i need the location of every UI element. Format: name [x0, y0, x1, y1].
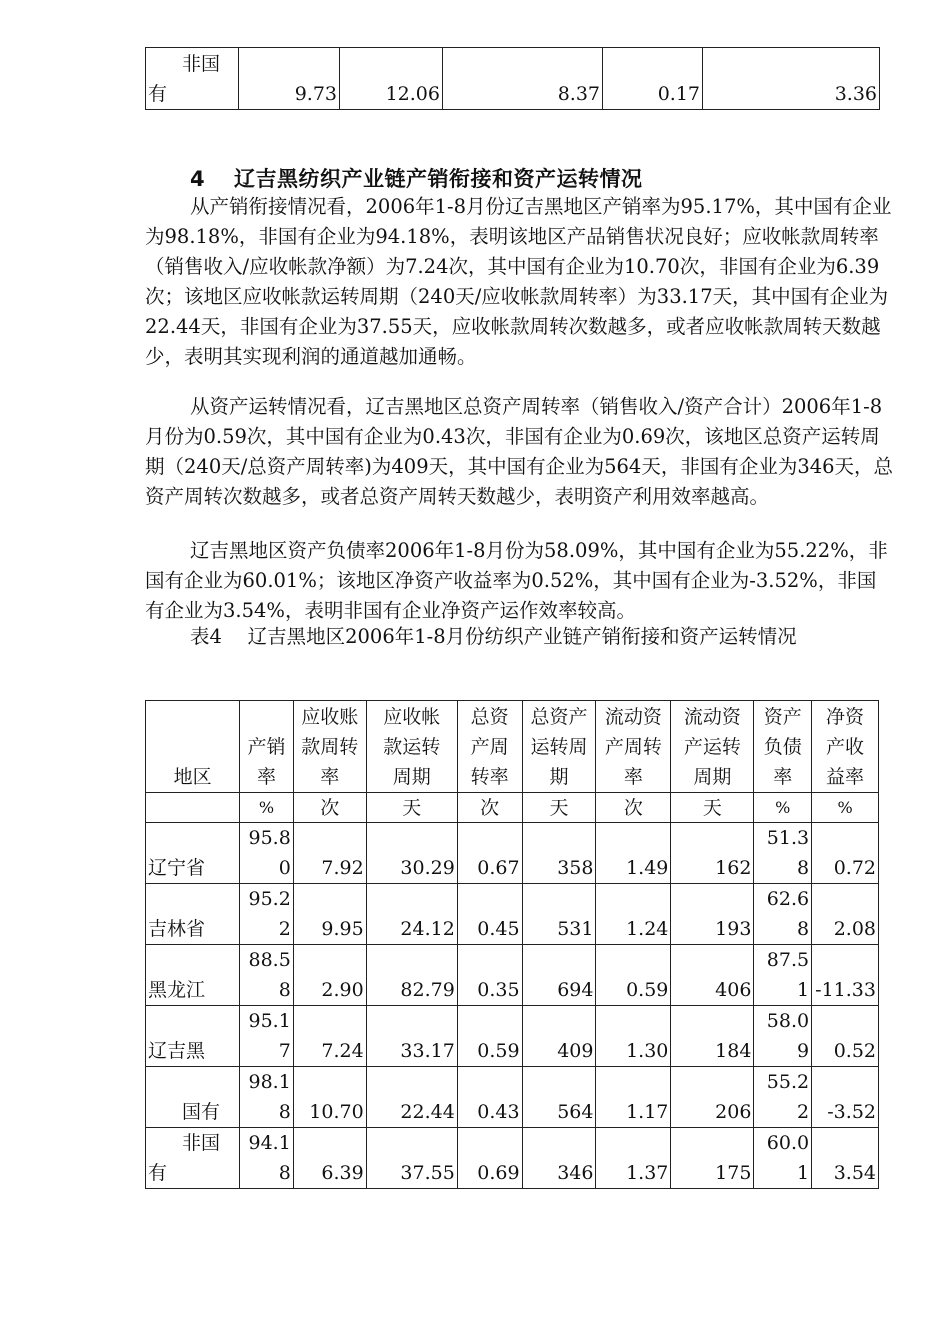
value-cell: 2.90	[293, 945, 366, 1006]
unit-cell: %	[240, 793, 294, 823]
table-row	[146, 823, 879, 884]
value-cell: 82.79	[366, 945, 457, 1006]
value-cell: 1.24	[596, 884, 671, 945]
value-cell: 0.59	[457, 1006, 522, 1067]
region-cell	[146, 1067, 240, 1128]
paragraph-assets: 从资产运转情况看，辽吉黑地区总资产周转率（销售收入/资产合计）2006年1-8月份为0.59次，其中国有企业为0.43次，非国有企业为0.69次，该地区总资产运转周期（240天/总资产周转率)为409天，其中国有企业为564天，非国有企业为346天，总资产周转次数越多，或者总资产周转天数越少，表明资产利用效率越高。	[145, 395, 894, 508]
value-cell: 87.51	[754, 945, 812, 1006]
value-cell: 0.72	[812, 823, 879, 884]
value-cell: 7.92	[293, 823, 366, 884]
paragraph-debt: 辽吉黑地区资产负债率2006年1-8月份为58.09%，其中国有企业为55.22%，非国有企业为60.01%；该地区净资产收益率为0.52%，其中国有企业为-3.52%，非国有企业为3.54%，表明非国有企业净资产运作效率较高。	[145, 539, 888, 622]
value-cell: 3.36	[703, 48, 880, 110]
value-cell: 98.18	[240, 1067, 294, 1128]
value-cell: 406	[671, 945, 754, 1006]
header-asset-turnover: 总资产周转率	[457, 701, 522, 793]
unit-cell: %	[754, 793, 812, 823]
header-current-asset-cycle: 流动资产运转周期	[671, 701, 754, 793]
region-label: 非国有	[148, 1132, 221, 1184]
unit-cell	[146, 793, 240, 823]
value-cell: 0.69	[457, 1128, 522, 1189]
region-cell	[146, 48, 239, 110]
unit-cell: %	[812, 793, 879, 823]
unit-row	[146, 793, 879, 823]
table-row	[146, 1128, 879, 1189]
header-roe: 净资产收益率	[812, 701, 879, 793]
header-ar-cycle: 应收帐款运转周期	[366, 701, 457, 793]
value-cell: -11.33	[812, 945, 879, 1006]
value-cell: 55.22	[754, 1067, 812, 1128]
value-cell: 0.17	[603, 48, 703, 110]
header-sales-rate: 产销率	[240, 701, 294, 793]
unit-cell: 次	[596, 793, 671, 823]
value-cell: 62.68	[754, 884, 812, 945]
value-cell: 0.59	[596, 945, 671, 1006]
value-cell: 346	[522, 1128, 596, 1189]
section-number: 4	[190, 167, 206, 191]
value-cell: 1.37	[596, 1128, 671, 1189]
value-cell: -3.52	[812, 1067, 879, 1128]
table-row	[146, 1006, 879, 1067]
value-cell: 95.22	[240, 884, 294, 945]
region-cell	[146, 884, 240, 945]
unit-cell: 天	[366, 793, 457, 823]
section-title: 辽吉黑纺织产业链产销衔接和资产运转情况	[234, 167, 643, 191]
value-cell: 33.17	[366, 1006, 457, 1067]
header-region: 地区	[146, 701, 240, 793]
header-current-asset-turnover: 流动资产周转率	[596, 701, 671, 793]
value-cell: 94.18	[240, 1128, 294, 1189]
region-label: 吉林省	[148, 918, 206, 940]
value-cell: 6.39	[293, 1128, 366, 1189]
value-cell: 0.43	[457, 1067, 522, 1128]
value-cell: 7.24	[293, 1006, 366, 1067]
value-cell: 193	[671, 884, 754, 945]
value-cell: 531	[522, 884, 596, 945]
value-cell: 206	[671, 1067, 754, 1128]
region-label: 非国有	[148, 53, 221, 105]
value-cell: 358	[522, 823, 596, 884]
paragraph-sales: 从产销衔接情况看，2006年1-8月份辽吉黑地区产销率为95.17%，其中国有企业为98.18%，非国有企业为94.18%，表明该地区产品销售状况良好；应收帐款周转率（销售收入/应收帐款净额）为7.24次，其中国有企业为10.70次，非国有企业为6.39次；该地区应收帐款运转周期（240天/应收帐款周转率）为33.17天，其中国有企业为22.44天，非国有企业为37.55天，应收帐款周转次数越多，或者应收帐款周转天数越少，表明其实现利润的通道越加通畅。	[145, 195, 892, 368]
value-cell: 0.67	[457, 823, 522, 884]
unit-cell: 天	[522, 793, 596, 823]
value-cell: 22.44	[366, 1067, 457, 1128]
table-row	[146, 945, 879, 1006]
header-debt-ratio: 资产负债率	[754, 701, 812, 793]
value-cell: 564	[522, 1067, 596, 1128]
value-cell: 95.80	[240, 823, 294, 884]
section-heading	[190, 163, 643, 193]
header-asset-cycle: 总资产运转周期	[522, 701, 596, 793]
value-cell: 0.35	[457, 945, 522, 1006]
header-ar-turnover: 应收账款周转率	[293, 701, 366, 793]
unit-cell: 次	[457, 793, 522, 823]
region-label: 黑龙江	[148, 979, 206, 1001]
value-cell: 37.55	[366, 1128, 457, 1189]
value-cell: 409	[522, 1006, 596, 1067]
value-cell: 1.49	[596, 823, 671, 884]
value-cell: 184	[671, 1006, 754, 1067]
value-cell: 51.38	[754, 823, 812, 884]
value-cell: 8.37	[443, 48, 603, 110]
data-table	[145, 700, 879, 1189]
value-cell: 95.17	[240, 1006, 294, 1067]
value-cell: 9.73	[239, 48, 340, 110]
region-label: 辽宁省	[148, 857, 206, 879]
table-row	[146, 1067, 879, 1128]
value-cell: 60.01	[754, 1128, 812, 1189]
unit-cell: 次	[293, 793, 366, 823]
value-cell: 12.06	[340, 48, 443, 110]
value-cell: 1.17	[596, 1067, 671, 1128]
table-row	[146, 884, 879, 945]
value-cell: 10.70	[293, 1067, 366, 1128]
table-row	[146, 48, 880, 110]
value-cell: 0.52	[812, 1006, 879, 1067]
region-label: 辽吉黑	[148, 1040, 206, 1062]
value-cell: 9.95	[293, 884, 366, 945]
value-cell: 88.58	[240, 945, 294, 1006]
table-caption: 表4 辽吉黑地区2006年1-8月份纺织产业链产销衔接和资产运转情况	[190, 625, 797, 648]
continued-table	[145, 47, 880, 110]
region-cell	[146, 945, 240, 1006]
value-cell: 3.54	[812, 1128, 879, 1189]
table-body	[146, 823, 879, 1189]
header-row	[146, 701, 879, 793]
value-cell: 0.45	[457, 884, 522, 945]
value-cell: 694	[522, 945, 596, 1006]
value-cell: 162	[671, 823, 754, 884]
value-cell: 175	[671, 1128, 754, 1189]
value-cell: 24.12	[366, 884, 457, 945]
region-cell	[146, 1006, 240, 1067]
value-cell: 58.09	[754, 1006, 812, 1067]
value-cell: 30.29	[366, 823, 457, 884]
unit-cell: 天	[671, 793, 754, 823]
region-label: 国有	[182, 1101, 221, 1123]
region-cell	[146, 823, 240, 884]
value-cell: 2.08	[812, 884, 879, 945]
value-cell: 1.30	[596, 1006, 671, 1067]
region-cell	[146, 1128, 240, 1189]
